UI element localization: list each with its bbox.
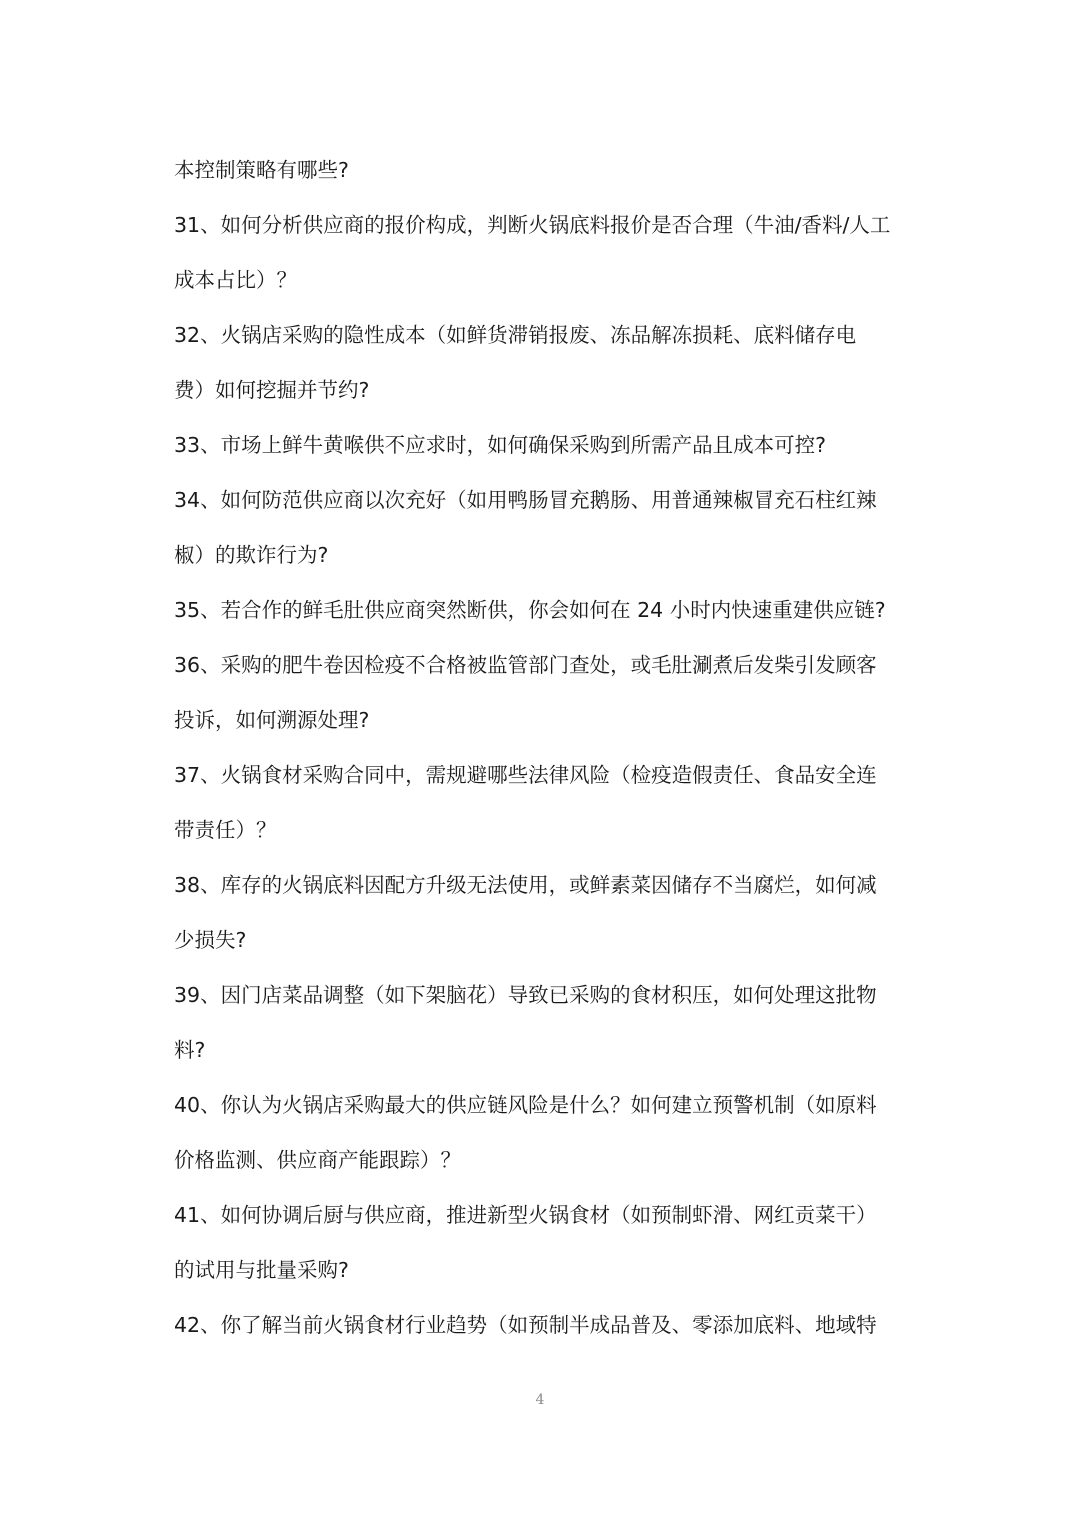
- question-36-line-1: 36、采购的肥牛卷因检疫不合格被监管部门查处，或毛肚涮煮后发柴引发顾客: [174, 653, 877, 677]
- question-33-line-1: 33、市场上鲜牛黄喉供不应求时，如何确保采购到所需产品且成本可控?: [174, 433, 826, 457]
- question-31-line-1: 31、如何分析供应商的报价构成，判断火锅底料报价是否合理（牛油/香料/人工: [174, 213, 891, 237]
- question-36-line-2: 投诉，如何溯源处理?: [174, 708, 370, 732]
- question-39-line-2: 料?: [174, 1038, 206, 1062]
- question-40-line-2: 价格监测、供应商产能跟踪）？: [174, 1148, 461, 1172]
- question-31-line-2: 成本占比）？: [174, 268, 297, 292]
- question-37-line-2: 带责任）？: [174, 818, 277, 842]
- question-42-line-1: 42、你了解当前火锅食材行业趋势（如预制半成品普及、零添加底料、地域特: [174, 1313, 877, 1337]
- question-37-line-1: 37、火锅食材采购合同中，需规避哪些法律风险（检疫造假责任、食品安全连: [174, 763, 877, 787]
- question-41-line-2: 的试用与批量采购?: [174, 1258, 349, 1282]
- question-32-line-1: 32、火锅店采购的隐性成本（如鲜货滞销报废、冻品解冻损耗、底料储存电: [174, 323, 857, 347]
- question-39-line-1: 39、因门店菜品调整（如下架脑花）导致已采购的食材积压，如何处理这批物: [174, 983, 877, 1007]
- question-40-line-1: 40、你认为火锅店采购最大的供应链风险是什么？如何建立预警机制（如原料: [174, 1093, 877, 1117]
- document-body: [174, 143, 914, 1353]
- question-34-line-2: 椒）的欺诈行为?: [174, 543, 329, 567]
- question-34-line-1: 34、如何防范供应商以次充好（如用鸭肠冒充鹅肠、用普通辣椒冒充石柱红辣: [174, 488, 877, 512]
- text-line: 本控制策略有哪些?: [174, 158, 349, 182]
- page-number: 4: [535, 1392, 545, 1408]
- question-35-line-1: 35、若合作的鲜毛肚供应商突然断供，你会如何在 24 小时内快速重建供应链?: [174, 598, 886, 622]
- question-32-line-2: 费）如何挖掘并节约?: [174, 378, 370, 402]
- question-41-line-1: 41、如何协调后厨与供应商，推进新型火锅食材（如预制虾滑、网红贡菜干）: [174, 1203, 877, 1227]
- question-38-line-1: 38、库存的火锅底料因配方升级无法使用，或鲜素菜因储存不当腐烂，如何减: [174, 873, 877, 897]
- question-38-line-2: 少损失?: [174, 928, 247, 952]
